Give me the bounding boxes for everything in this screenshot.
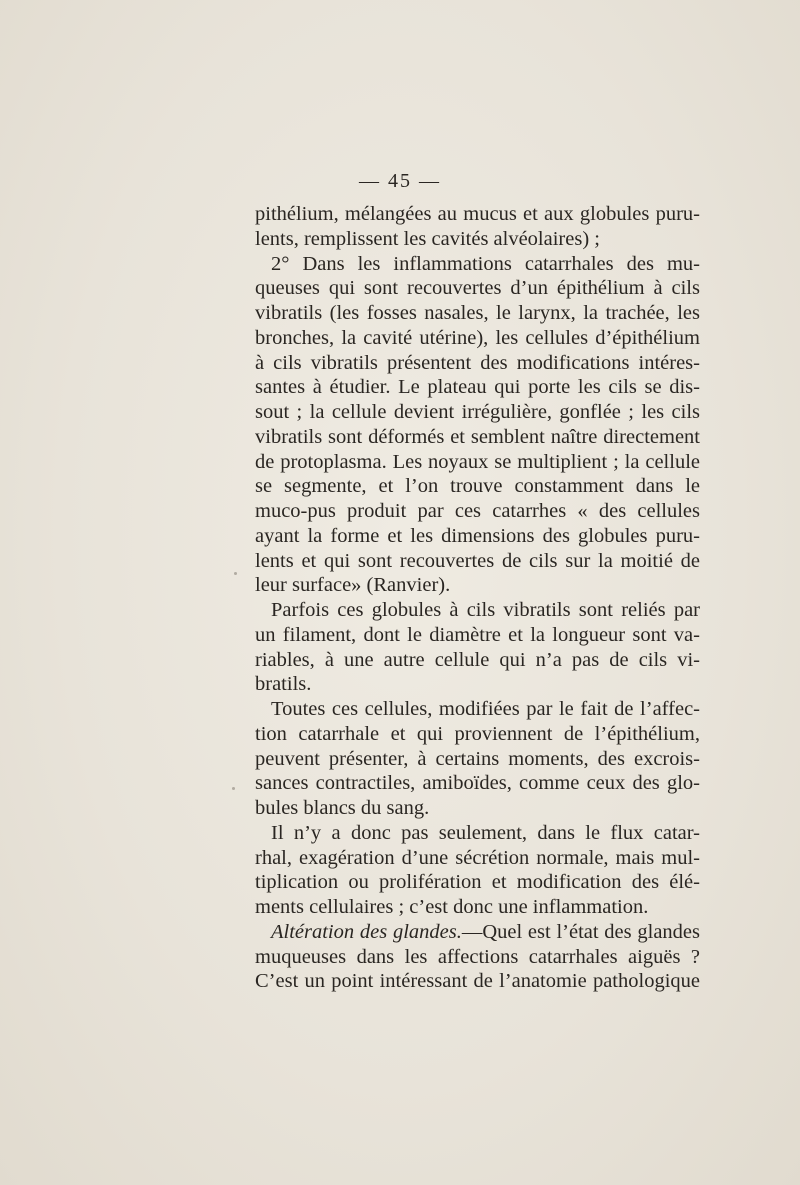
text-line (255, 920, 700, 945)
text-line: sout ; la cellule devient irrégulière, gonflée ; les cils (255, 401, 700, 423)
text-line: queuses qui sont recouvertes d’un épithélium à cils (255, 277, 700, 300)
text-line: leur surface» (Ranvier). (255, 574, 451, 597)
text-line: bronches, la cavité utérine), les cellules d’épithélium (255, 326, 700, 349)
paper-speck (234, 572, 237, 575)
paper-speck (232, 787, 235, 790)
text-line: de protoplasma. Les noyaux se multiplient ; la cellule (255, 450, 700, 473)
text-line: muco-pus produit par ces catarrhes « des cellules (255, 500, 700, 522)
text-line: vibratils (les fosses nasales, le larynx, la trachée, les (255, 302, 700, 324)
text-line: muqueuses dans les affections catarrhales aiguës ? (255, 945, 700, 968)
text-line: rhal, exagération d’une sécrétion normale, mais mul- (255, 846, 700, 869)
italic-heading: Altération des glandes. (271, 920, 462, 943)
text-line: lents, remplissent les cavités alvéolaires) ; (255, 227, 600, 250)
text-line: C’est un point intéressant de l’anatomie pathologique (255, 970, 700, 993)
text-line: se segmente, et l’on trouve constamment dans le (255, 475, 700, 498)
text-line: santes à étudier. Le plateau qui porte les cils se dis- (255, 376, 700, 399)
text-line: tion catarrhale et qui proviennent de l’épithélium, (255, 722, 700, 745)
text-line: Il n’y a donc pas seulement, dans le flux catar- (271, 821, 700, 844)
text-line: bules blancs du sang. (255, 797, 430, 819)
page-number: — 45 — (359, 170, 441, 192)
text-line: un filament, dont le diamètre et la longueur sont va- (255, 623, 700, 646)
text-line: Parfois ces globules à cils vibratils sont reliés par (271, 599, 700, 621)
text-line: ments cellulaires ; c’est donc une inflammation. (255, 896, 649, 918)
text-line: tiplication ou prolifération et modification des élé- (255, 871, 700, 894)
text-line: vibratils sont déformés et semblent naître directement (255, 425, 700, 448)
text-line: riables, à une autre cellule qui n’a pas de cils vi- (255, 648, 700, 671)
text-line: bratils. (255, 673, 312, 696)
text-line: ayant la forme et les dimensions des globules puru- (255, 524, 700, 547)
text-line: lents et qui sont recouvertes de cils sur la moitié de (255, 549, 700, 572)
text-line: 2° Dans les inflammations catarrhales des mu- (271, 252, 700, 275)
text-line: pithélium, mélangées au mucus et aux globules puru- (255, 203, 700, 225)
body-text (255, 202, 700, 994)
text-line: sances contractiles, amiboïdes, comme ceux des glo- (255, 772, 700, 795)
text-line: à cils vibratils présentent des modifications intéres- (255, 351, 700, 374)
text-line: Toutes ces cellules, modifiées par le fait de l’affec- (271, 698, 700, 720)
text-line: peuvent présenter, à certains moments, des excrois- (255, 747, 700, 770)
line-text: —Quel est l’état des glandes (461, 920, 700, 943)
